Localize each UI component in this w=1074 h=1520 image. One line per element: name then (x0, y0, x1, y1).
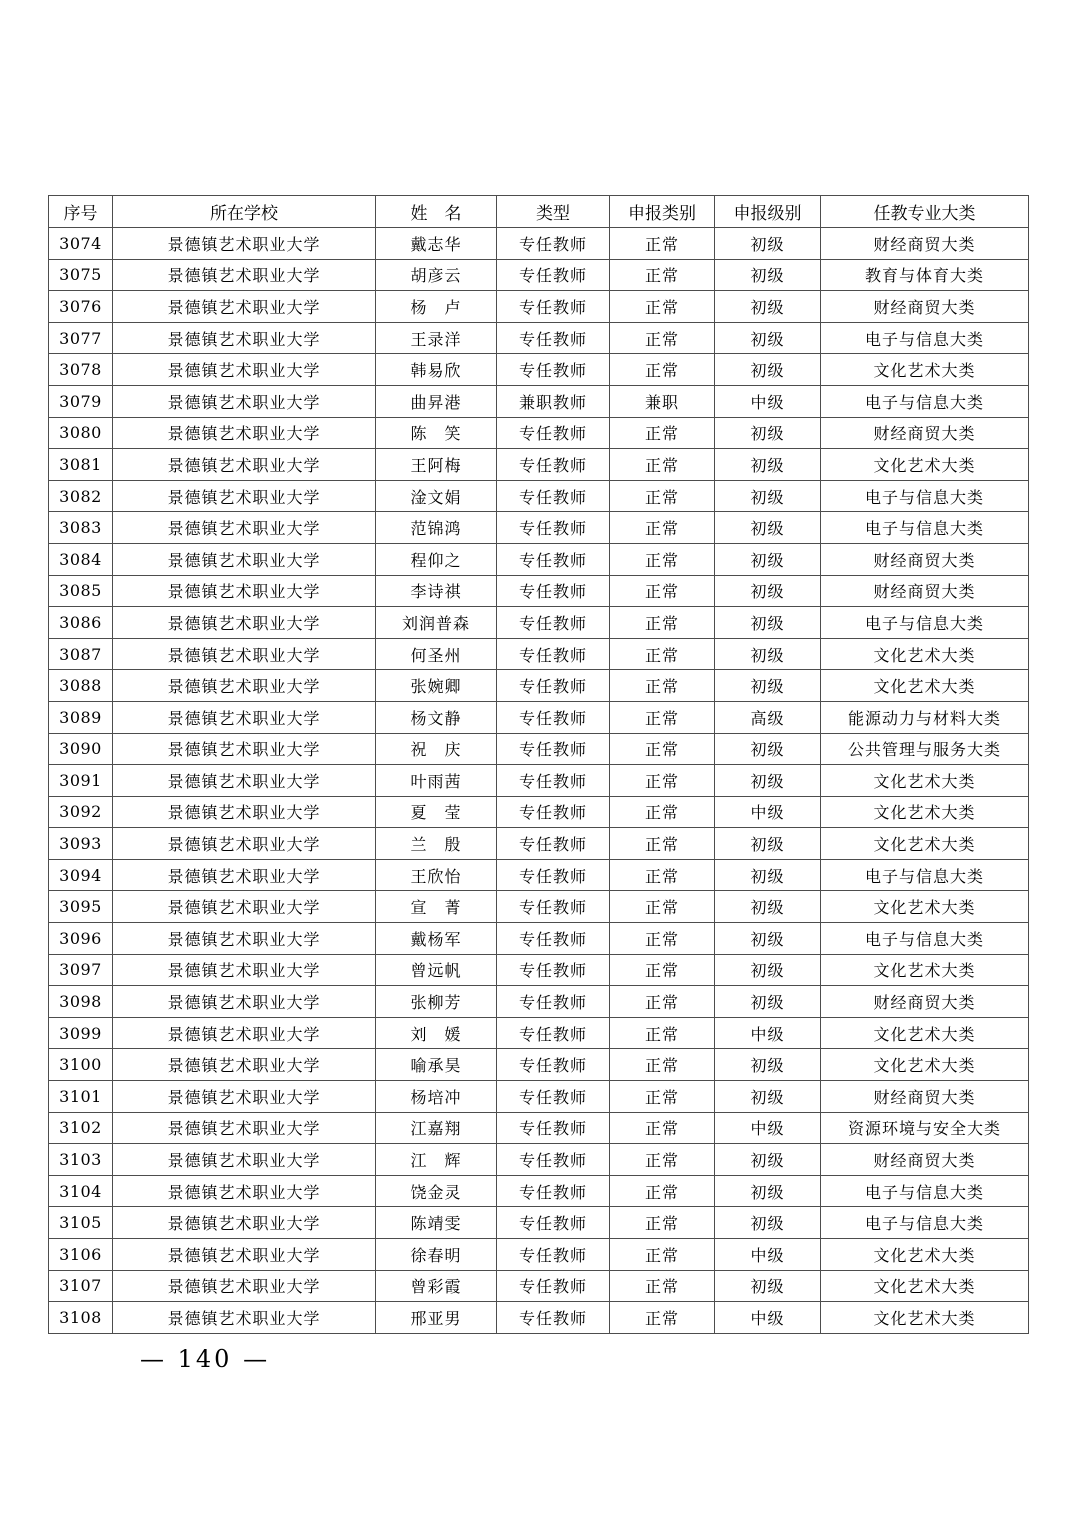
cell-major-category: 文化艺术大类 (821, 449, 1029, 481)
cell-school: 景德镇艺术职业大学 (113, 638, 376, 670)
cell-major-category: 能源动力与材料大类 (821, 701, 1029, 733)
cell-application-level: 初级 (715, 228, 821, 260)
cell-name: 曾远帆 (376, 954, 497, 986)
cell-name: 叶雨茜 (376, 765, 497, 797)
cell-application-category: 正常 (610, 859, 715, 891)
cell-application-category: 正常 (610, 1175, 715, 1207)
cell-school: 景德镇艺术职业大学 (113, 449, 376, 481)
cell-name: 江 辉 (376, 1144, 497, 1176)
cell-application-category: 正常 (610, 1270, 715, 1302)
table-row (49, 417, 1029, 449)
cell-application-level: 初级 (715, 1081, 821, 1113)
cell-seq-no: 3085 (49, 575, 113, 607)
cell-application-category: 正常 (610, 1302, 715, 1334)
table-row (49, 891, 1029, 923)
cell-application-category: 正常 (610, 480, 715, 512)
cell-name: 杨文静 (376, 701, 497, 733)
cell-major-category: 财经商贸大类 (821, 228, 1029, 260)
table-row (49, 322, 1029, 354)
cell-type: 专任教师 (497, 575, 610, 607)
cell-seq-no: 3096 (49, 923, 113, 955)
cell-application-category: 正常 (610, 512, 715, 544)
cell-major-category: 财经商贸大类 (821, 291, 1029, 323)
cell-seq-no: 3092 (49, 796, 113, 828)
cell-major-category: 文化艺术大类 (821, 354, 1029, 386)
cell-application-category: 正常 (610, 259, 715, 291)
table-row (49, 1144, 1029, 1176)
cell-seq-no: 3107 (49, 1270, 113, 1302)
cell-type: 专任教师 (497, 354, 610, 386)
cell-application-level: 初级 (715, 1144, 821, 1176)
cell-application-level: 初级 (715, 891, 821, 923)
header-type: 类型 (497, 196, 610, 228)
cell-type: 专任教师 (497, 1081, 610, 1113)
cell-school: 景德镇艺术职业大学 (113, 322, 376, 354)
cell-school: 景德镇艺术职业大学 (113, 1270, 376, 1302)
cell-application-level: 初级 (715, 1207, 821, 1239)
cell-major-category: 电子与信息大类 (821, 512, 1029, 544)
cell-name: 曲昇港 (376, 385, 497, 417)
cell-application-category: 正常 (610, 1207, 715, 1239)
table-row (49, 228, 1029, 260)
cell-type: 专任教师 (497, 986, 610, 1018)
cell-name: 邢亚男 (376, 1302, 497, 1334)
cell-school: 景德镇艺术职业大学 (113, 291, 376, 323)
cell-application-category: 正常 (610, 1144, 715, 1176)
cell-application-level: 初级 (715, 954, 821, 986)
cell-seq-no: 3098 (49, 986, 113, 1018)
cell-school: 景德镇艺术职业大学 (113, 986, 376, 1018)
cell-school: 景德镇艺术职业大学 (113, 1049, 376, 1081)
cell-major-category: 电子与信息大类 (821, 480, 1029, 512)
cell-name: 刘 媛 (376, 1017, 497, 1049)
table-row (49, 512, 1029, 544)
cell-school: 景德镇艺术职业大学 (113, 512, 376, 544)
cell-major-category: 电子与信息大类 (821, 859, 1029, 891)
cell-application-level: 中级 (715, 385, 821, 417)
table-row (49, 607, 1029, 639)
roster-table (48, 195, 1029, 1334)
table-row (49, 796, 1029, 828)
cell-application-category: 正常 (610, 354, 715, 386)
cell-type: 专任教师 (497, 1144, 610, 1176)
cell-major-category: 财经商贸大类 (821, 1144, 1029, 1176)
cell-school: 景德镇艺术职业大学 (113, 765, 376, 797)
cell-seq-no: 3079 (49, 385, 113, 417)
cell-major-category: 财经商贸大类 (821, 575, 1029, 607)
cell-application-level: 初级 (715, 480, 821, 512)
cell-school: 景德镇艺术职业大学 (113, 354, 376, 386)
cell-type: 专任教师 (497, 1207, 610, 1239)
cell-name: 饶金灵 (376, 1175, 497, 1207)
table-row (49, 859, 1029, 891)
cell-name: 李诗祺 (376, 575, 497, 607)
cell-school: 景德镇艺术职业大学 (113, 228, 376, 260)
cell-major-category: 文化艺术大类 (821, 1049, 1029, 1081)
cell-type: 专任教师 (497, 923, 610, 955)
table-row (49, 291, 1029, 323)
cell-school: 景德镇艺术职业大学 (113, 575, 376, 607)
table-row (49, 1175, 1029, 1207)
cell-school: 景德镇艺术职业大学 (113, 480, 376, 512)
cell-major-category: 公共管理与服务大类 (821, 733, 1029, 765)
cell-school: 景德镇艺术职业大学 (113, 1302, 376, 1334)
cell-type: 专任教师 (497, 828, 610, 860)
cell-seq-no: 3102 (49, 1112, 113, 1144)
table-row (49, 923, 1029, 955)
cell-seq-no: 3075 (49, 259, 113, 291)
cell-major-category: 文化艺术大类 (821, 954, 1029, 986)
cell-seq-no: 3083 (49, 512, 113, 544)
cell-type: 专任教师 (497, 1017, 610, 1049)
table-row (49, 954, 1029, 986)
cell-type: 专任教师 (497, 765, 610, 797)
cell-major-category: 财经商贸大类 (821, 986, 1029, 1018)
cell-application-level: 初级 (715, 512, 821, 544)
cell-school: 景德镇艺术职业大学 (113, 1144, 376, 1176)
cell-school: 景德镇艺术职业大学 (113, 701, 376, 733)
cell-major-category: 电子与信息大类 (821, 1207, 1029, 1239)
cell-seq-no: 3089 (49, 701, 113, 733)
cell-seq-no: 3094 (49, 859, 113, 891)
cell-seq-no: 3103 (49, 1144, 113, 1176)
cell-application-level: 初级 (715, 923, 821, 955)
cell-seq-no: 3090 (49, 733, 113, 765)
cell-seq-no: 3101 (49, 1081, 113, 1113)
cell-application-level: 中级 (715, 796, 821, 828)
cell-school: 景德镇艺术职业大学 (113, 796, 376, 828)
header-school: 所在学校 (113, 196, 376, 228)
cell-application-level: 初级 (715, 765, 821, 797)
cell-application-level: 初级 (715, 828, 821, 860)
cell-name: 王阿梅 (376, 449, 497, 481)
cell-application-category: 正常 (610, 607, 715, 639)
cell-application-level: 中级 (715, 1017, 821, 1049)
cell-type: 专任教师 (497, 449, 610, 481)
table-row (49, 1081, 1029, 1113)
cell-name: 王录洋 (376, 322, 497, 354)
cell-name: 兰 殷 (376, 828, 497, 860)
cell-type: 专任教师 (497, 607, 610, 639)
cell-major-category: 财经商贸大类 (821, 417, 1029, 449)
cell-application-level: 初级 (715, 322, 821, 354)
cell-school: 景德镇艺术职业大学 (113, 859, 376, 891)
cell-application-level: 初级 (715, 607, 821, 639)
cell-type: 专任教师 (497, 259, 610, 291)
cell-application-category: 正常 (610, 1017, 715, 1049)
header-application-level: 申报级别 (715, 196, 821, 228)
cell-application-category: 正常 (610, 1049, 715, 1081)
cell-seq-no: 3078 (49, 354, 113, 386)
cell-application-level: 初级 (715, 1270, 821, 1302)
cell-seq-no: 3095 (49, 891, 113, 923)
cell-type: 专任教师 (497, 1049, 610, 1081)
cell-type: 专任教师 (497, 701, 610, 733)
cell-type: 专任教师 (497, 954, 610, 986)
cell-seq-no: 3088 (49, 670, 113, 702)
header-seq-no: 序号 (49, 196, 113, 228)
cell-seq-no: 3084 (49, 543, 113, 575)
cell-name: 祝 庆 (376, 733, 497, 765)
cell-school: 景德镇艺术职业大学 (113, 733, 376, 765)
cell-application-category: 正常 (610, 638, 715, 670)
cell-type: 专任教师 (497, 417, 610, 449)
table-row (49, 543, 1029, 575)
cell-application-category: 正常 (610, 670, 715, 702)
cell-major-category: 文化艺术大类 (821, 796, 1029, 828)
cell-name: 喻承昊 (376, 1049, 497, 1081)
cell-application-level: 初级 (715, 543, 821, 575)
cell-application-category: 正常 (610, 701, 715, 733)
cell-name: 王欣怡 (376, 859, 497, 891)
cell-major-category: 财经商贸大类 (821, 543, 1029, 575)
cell-name: 何圣州 (376, 638, 497, 670)
cell-name: 刘润普森 (376, 607, 497, 639)
cell-seq-no: 3093 (49, 828, 113, 860)
cell-name: 夏 莹 (376, 796, 497, 828)
cell-application-level: 初级 (715, 1049, 821, 1081)
cell-type: 专任教师 (497, 480, 610, 512)
cell-name: 张婉卿 (376, 670, 497, 702)
cell-seq-no: 3108 (49, 1302, 113, 1334)
cell-seq-no: 3097 (49, 954, 113, 986)
cell-application-category: 正常 (610, 1081, 715, 1113)
cell-major-category: 电子与信息大类 (821, 607, 1029, 639)
cell-application-level: 初级 (715, 1175, 821, 1207)
cell-seq-no: 3106 (49, 1239, 113, 1271)
cell-school: 景德镇艺术职业大学 (113, 1207, 376, 1239)
cell-type: 专任教师 (497, 1270, 610, 1302)
table-row (49, 1017, 1029, 1049)
cell-seq-no: 3091 (49, 765, 113, 797)
cell-application-level: 初级 (715, 291, 821, 323)
cell-seq-no: 3077 (49, 322, 113, 354)
table-row (49, 986, 1029, 1018)
cell-school: 景德镇艺术职业大学 (113, 954, 376, 986)
cell-seq-no: 3081 (49, 449, 113, 481)
cell-type: 专任教师 (497, 291, 610, 323)
cell-major-category: 文化艺术大类 (821, 670, 1029, 702)
cell-school: 景德镇艺术职业大学 (113, 385, 376, 417)
cell-seq-no: 3080 (49, 417, 113, 449)
table-row (49, 259, 1029, 291)
cell-school: 景德镇艺术职业大学 (113, 259, 376, 291)
cell-application-level: 初级 (715, 638, 821, 670)
cell-application-level: 高级 (715, 701, 821, 733)
cell-type: 专任教师 (497, 638, 610, 670)
cell-application-category: 正常 (610, 986, 715, 1018)
cell-name: 戴志华 (376, 228, 497, 260)
cell-type: 专任教师 (497, 322, 610, 354)
table-row (49, 1270, 1029, 1302)
cell-seq-no: 3086 (49, 607, 113, 639)
cell-name: 曾彩霞 (376, 1270, 497, 1302)
table-row (49, 1049, 1029, 1081)
header-major-category: 任教专业大类 (821, 196, 1029, 228)
cell-application-category: 正常 (610, 543, 715, 575)
cell-type: 专任教师 (497, 796, 610, 828)
cell-application-category: 正常 (610, 1239, 715, 1271)
cell-name: 范锦鸿 (376, 512, 497, 544)
cell-major-category: 电子与信息大类 (821, 385, 1029, 417)
cell-major-category: 财经商贸大类 (821, 1081, 1029, 1113)
cell-type: 专任教师 (497, 891, 610, 923)
table-row (49, 575, 1029, 607)
cell-application-level: 初级 (715, 417, 821, 449)
cell-name: 杨 卢 (376, 291, 497, 323)
cell-application-level: 初级 (715, 670, 821, 702)
cell-school: 景德镇艺术职业大学 (113, 670, 376, 702)
cell-type: 专任教师 (497, 512, 610, 544)
cell-application-category: 正常 (610, 228, 715, 260)
cell-application-category: 正常 (610, 322, 715, 354)
cell-school: 景德镇艺术职业大学 (113, 417, 376, 449)
cell-application-category: 正常 (610, 291, 715, 323)
cell-school: 景德镇艺术职业大学 (113, 1112, 376, 1144)
table-row (49, 449, 1029, 481)
table-row (49, 765, 1029, 797)
table-row (49, 1207, 1029, 1239)
cell-major-category: 电子与信息大类 (821, 322, 1029, 354)
cell-seq-no: 3074 (49, 228, 113, 260)
cell-type: 专任教师 (497, 543, 610, 575)
cell-application-category: 正常 (610, 417, 715, 449)
cell-application-category: 正常 (610, 828, 715, 860)
cell-major-category: 文化艺术大类 (821, 891, 1029, 923)
table-row (49, 828, 1029, 860)
cell-name: 陈 笑 (376, 417, 497, 449)
cell-application-level: 初级 (715, 859, 821, 891)
table-row (49, 733, 1029, 765)
cell-major-category: 文化艺术大类 (821, 765, 1029, 797)
table-row (49, 1112, 1029, 1144)
header-application-category: 申报类别 (610, 196, 715, 228)
cell-seq-no: 3105 (49, 1207, 113, 1239)
cell-major-category: 文化艺术大类 (821, 828, 1029, 860)
cell-application-category: 正常 (610, 449, 715, 481)
cell-major-category: 文化艺术大类 (821, 638, 1029, 670)
cell-application-category: 正常 (610, 923, 715, 955)
cell-application-category: 正常 (610, 891, 715, 923)
cell-seq-no: 3104 (49, 1175, 113, 1207)
cell-application-category: 正常 (610, 796, 715, 828)
cell-application-level: 中级 (715, 1302, 821, 1334)
cell-type: 专任教师 (497, 228, 610, 260)
cell-name: 陈靖雯 (376, 1207, 497, 1239)
cell-seq-no: 3099 (49, 1017, 113, 1049)
table-row (49, 670, 1029, 702)
cell-seq-no: 3100 (49, 1049, 113, 1081)
cell-name: 宣 菁 (376, 891, 497, 923)
cell-major-category: 文化艺术大类 (821, 1239, 1029, 1271)
cell-school: 景德镇艺术职业大学 (113, 828, 376, 860)
cell-type: 专任教师 (497, 1175, 610, 1207)
cell-name: 韩易欣 (376, 354, 497, 386)
cell-school: 景德镇艺术职业大学 (113, 607, 376, 639)
cell-seq-no: 3082 (49, 480, 113, 512)
cell-name: 程仰之 (376, 543, 497, 575)
page-number: — 140 — (140, 1345, 271, 1373)
cell-type: 专任教师 (497, 670, 610, 702)
roster-body (49, 228, 1029, 1334)
table-row (49, 638, 1029, 670)
cell-application-level: 初级 (715, 259, 821, 291)
cell-school: 景德镇艺术职业大学 (113, 1175, 376, 1207)
cell-major-category: 文化艺术大类 (821, 1270, 1029, 1302)
cell-type: 兼职教师 (497, 385, 610, 417)
cell-school: 景德镇艺术职业大学 (113, 1017, 376, 1049)
cell-name: 杨培冲 (376, 1081, 497, 1113)
cell-type: 专任教师 (497, 1112, 610, 1144)
cell-application-level: 初级 (715, 354, 821, 386)
cell-major-category: 文化艺术大类 (821, 1017, 1029, 1049)
cell-name: 淦文娟 (376, 480, 497, 512)
cell-name: 张柳芳 (376, 986, 497, 1018)
cell-school: 景德镇艺术职业大学 (113, 1239, 376, 1271)
table-row (49, 354, 1029, 386)
cell-school: 景德镇艺术职业大学 (113, 543, 376, 575)
cell-name: 徐春明 (376, 1239, 497, 1271)
cell-major-category: 资源环境与安全大类 (821, 1112, 1029, 1144)
cell-application-category: 正常 (610, 575, 715, 607)
table-row (49, 480, 1029, 512)
cell-application-category: 正常 (610, 733, 715, 765)
cell-application-category: 兼职 (610, 385, 715, 417)
cell-type: 专任教师 (497, 733, 610, 765)
cell-application-category: 正常 (610, 1112, 715, 1144)
cell-school: 景德镇艺术职业大学 (113, 923, 376, 955)
cell-school: 景德镇艺术职业大学 (113, 891, 376, 923)
cell-application-level: 初级 (715, 449, 821, 481)
cell-major-category: 教育与体育大类 (821, 259, 1029, 291)
cell-major-category: 电子与信息大类 (821, 1175, 1029, 1207)
cell-type: 专任教师 (497, 1239, 610, 1271)
table-row (49, 1239, 1029, 1271)
cell-seq-no: 3076 (49, 291, 113, 323)
cell-school: 景德镇艺术职业大学 (113, 1081, 376, 1113)
cell-type: 专任教师 (497, 859, 610, 891)
cell-application-level: 初级 (715, 733, 821, 765)
cell-seq-no: 3087 (49, 638, 113, 670)
cell-name: 戴杨军 (376, 923, 497, 955)
cell-application-category: 正常 (610, 954, 715, 986)
cell-application-level: 中级 (715, 1239, 821, 1271)
cell-application-level: 中级 (715, 1112, 821, 1144)
cell-name: 胡彦云 (376, 259, 497, 291)
cell-application-level: 初级 (715, 575, 821, 607)
header-row (49, 196, 1029, 228)
table-row (49, 701, 1029, 733)
cell-application-level: 初级 (715, 986, 821, 1018)
cell-type: 专任教师 (497, 1302, 610, 1334)
cell-major-category: 文化艺术大类 (821, 1302, 1029, 1334)
cell-name: 江嘉翔 (376, 1112, 497, 1144)
cell-application-category: 正常 (610, 765, 715, 797)
table-row (49, 385, 1029, 417)
table-row (49, 1302, 1029, 1334)
cell-major-category: 电子与信息大类 (821, 923, 1029, 955)
header-name: 姓 名 (376, 196, 497, 228)
